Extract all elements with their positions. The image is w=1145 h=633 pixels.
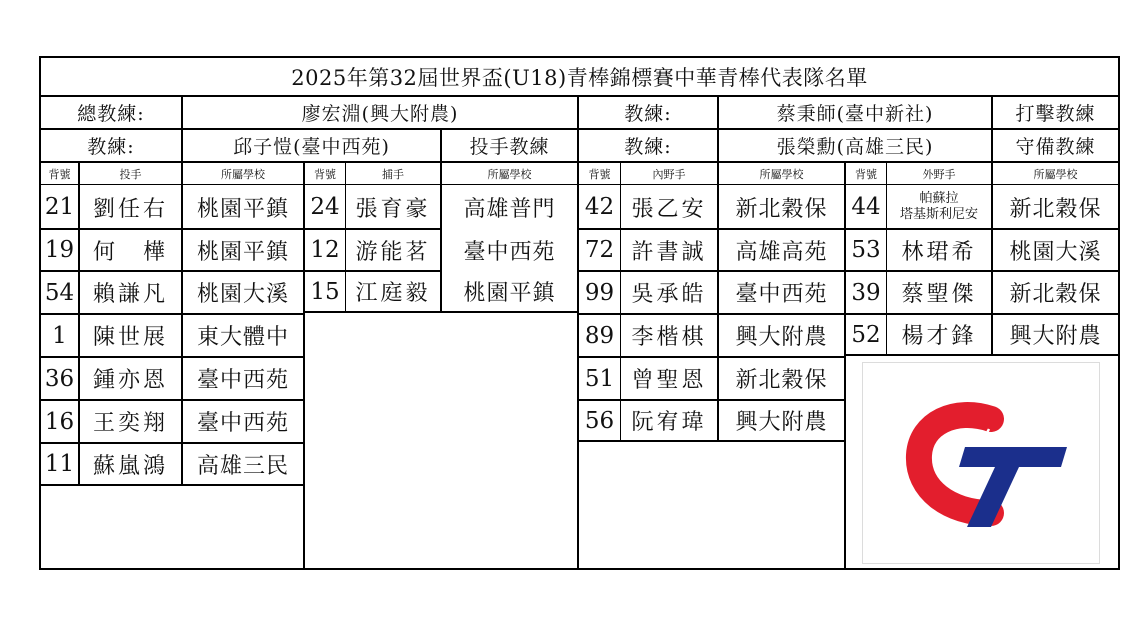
player-school: 新北穀保 <box>735 196 828 222</box>
coach-role: 投手教練 <box>469 136 550 158</box>
player-name: 王奕翔 <box>92 411 168 436</box>
player-school: 東大體中 <box>196 325 289 350</box>
player-school: 桃園平鎮 <box>196 196 289 222</box>
coach-label: 教練: <box>624 103 672 125</box>
player-name: 蔡朢傑 <box>901 282 977 307</box>
player-school: 桃園平鎮 <box>196 239 289 265</box>
player-school: 高雄三民 <box>196 453 289 479</box>
header-catcher: 捕手 <box>382 167 404 181</box>
coach-role: 打擊教練 <box>1015 103 1096 125</box>
rule <box>577 440 846 442</box>
player-number: 1 <box>52 322 67 349</box>
header-number: 背號 <box>48 167 71 181</box>
coach-role: 守備教練 <box>1015 136 1096 158</box>
player-number: 89 <box>584 322 615 349</box>
coach-name: 蔡秉師(臺中新社) <box>776 103 934 125</box>
player-name: 許書誠 <box>631 239 707 265</box>
player-name: 劉任右 <box>92 196 168 222</box>
rule <box>39 484 305 486</box>
player-number: 24 <box>310 194 340 220</box>
player-number: 99 <box>584 279 615 306</box>
player-name: 鍾亦恩 <box>92 368 168 393</box>
player-name: 林珺希 <box>901 239 977 265</box>
player-number: 42 <box>584 194 615 220</box>
player-name <box>887 186 991 228</box>
header-school: 所屬學校 <box>1033 167 1078 181</box>
player-school: 臺中西苑 <box>735 282 828 307</box>
player-number: 15 <box>310 278 340 305</box>
player-name: 楊才鋒 <box>901 324 977 349</box>
header-school: 所屬學校 <box>221 167 265 181</box>
player-school: 桃園平鎮 <box>463 281 556 306</box>
player-number: 56 <box>584 407 615 434</box>
coach-name: 邱子愷(臺中西苑) <box>233 136 390 158</box>
player-school: 興大附農 <box>1009 324 1102 349</box>
player-name: 賴謙凡 <box>92 282 168 307</box>
header-school: 所屬學校 <box>759 167 804 181</box>
rule <box>303 311 579 313</box>
player-number: 11 <box>44 451 75 477</box>
player-school: 新北穀保 <box>1009 196 1102 222</box>
coach-name: 張榮勳(高雄三民) <box>776 136 934 158</box>
logo-frame <box>862 362 1100 564</box>
player-name-line1: 帕蘇拉 <box>919 191 959 206</box>
player-number: 21 <box>44 194 75 220</box>
player-name: 何 樺 <box>92 239 168 265</box>
player-name: 阮宥瑋 <box>631 410 707 435</box>
ct-logo-icon <box>863 363 1099 563</box>
header-outfielder: 外野手 <box>922 167 956 181</box>
player-number: 19 <box>44 237 75 263</box>
head-coach-label: 總教練: <box>77 103 145 125</box>
player-school: 臺中西苑 <box>463 239 556 265</box>
page-title: 2025年第32屆世界盃(U18)青棒錦標賽中華青棒代表隊名單 <box>291 65 868 90</box>
player-name: 江庭毅 <box>355 281 431 306</box>
player-number: 36 <box>44 365 75 392</box>
player-name: 游能茗 <box>355 239 431 265</box>
header-infielder: 內野手 <box>652 167 686 181</box>
player-number: 44 <box>851 194 881 220</box>
player-name-line2: 塔基斯利尼安 <box>899 207 978 222</box>
player-number: 54 <box>44 279 75 306</box>
player-name: 李楷棋 <box>631 325 707 350</box>
player-name: 吳承皓 <box>631 282 707 307</box>
player-number: 52 <box>851 321 881 348</box>
coach-label: 教練: <box>87 136 135 158</box>
player-school: 新北穀保 <box>735 368 828 393</box>
player-number: 12 <box>310 237 340 263</box>
head-coach-name: 廖宏淵(興大附農) <box>301 103 459 125</box>
logo-t-shape <box>959 447 1067 527</box>
player-school: 高雄普門 <box>463 196 556 222</box>
header-number: 背號 <box>314 167 336 181</box>
player-school: 臺中西苑 <box>196 411 289 436</box>
player-number: 72 <box>584 237 615 263</box>
header-number: 背號 <box>588 167 611 181</box>
player-school: 高雄高苑 <box>735 239 828 265</box>
player-name: 張乙安 <box>631 196 707 222</box>
player-name: 張育豪 <box>355 196 431 222</box>
player-school: 桃園大溪 <box>1009 239 1102 265</box>
header-number: 背號 <box>855 167 877 181</box>
player-school: 興大附農 <box>735 410 828 435</box>
player-number: 53 <box>851 237 881 263</box>
player-school: 桃園大溪 <box>196 282 289 307</box>
header-school: 所屬學校 <box>487 167 532 181</box>
player-name: 蘇嵐鴻 <box>92 453 168 479</box>
rule <box>844 354 1120 356</box>
rule <box>39 184 1120 185</box>
player-school: 臺中西苑 <box>196 368 289 393</box>
player-school: 興大附農 <box>735 325 828 350</box>
player-school: 新北穀保 <box>1009 282 1102 307</box>
coach-label: 教練: <box>624 136 672 158</box>
header-pitcher: 投手 <box>119 167 142 181</box>
player-number: 51 <box>584 365 615 392</box>
player-number: 16 <box>44 408 75 435</box>
player-name: 曾聖恩 <box>631 368 707 393</box>
player-name: 陳世展 <box>92 325 168 350</box>
player-number: 39 <box>851 279 881 306</box>
